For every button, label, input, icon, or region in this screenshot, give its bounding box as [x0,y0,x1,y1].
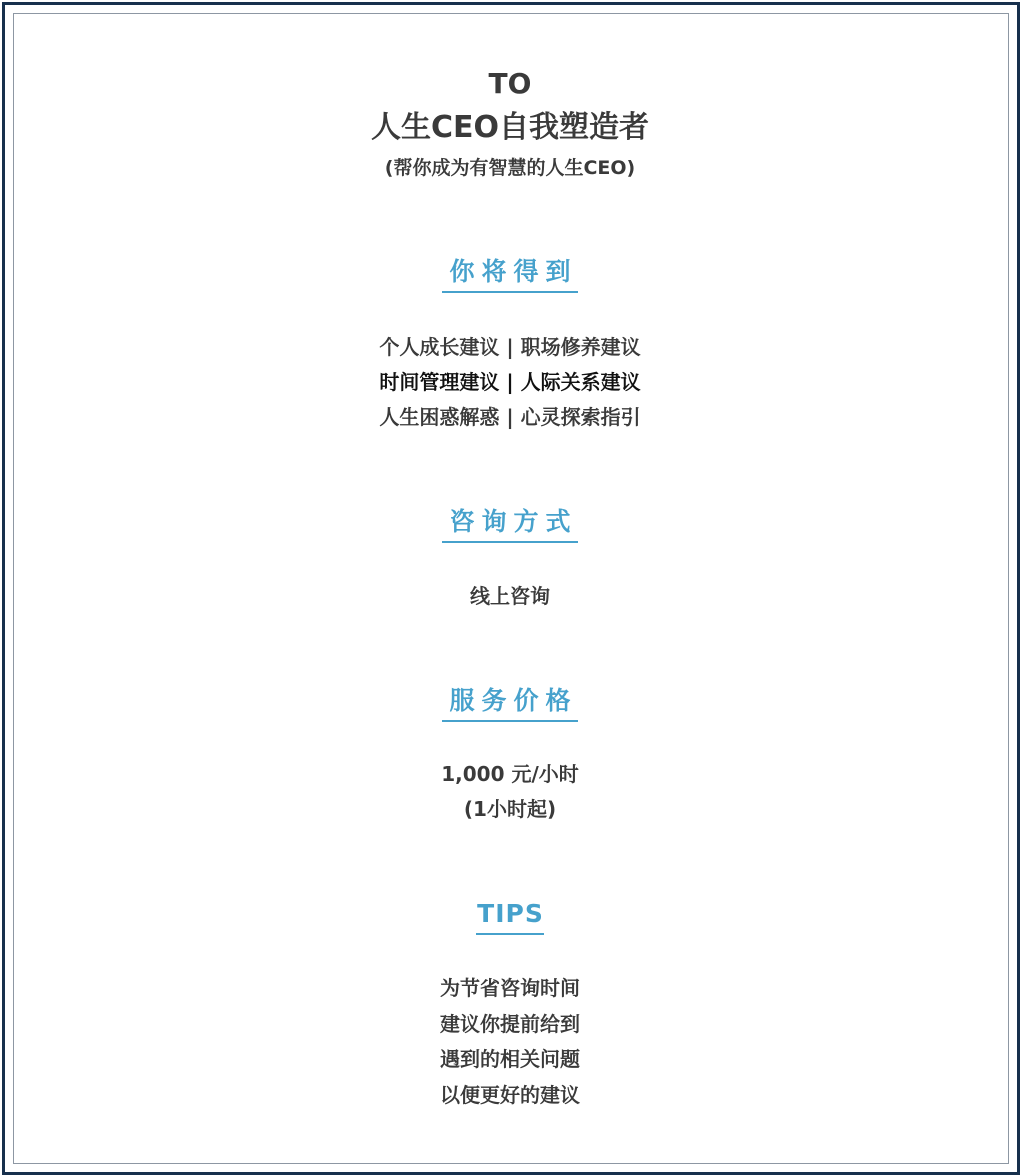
page-subtitle: (帮你成为有智慧的人生CEO) [384,157,636,179]
price-line-1: 1,000 元/小时 [441,762,579,786]
header-to: TO [488,67,532,100]
price-line-2: (1小时起) [463,797,557,821]
tips-line-3: 遇到的相关问题 [440,1047,580,1071]
tips-line-4: 以便更好的建议 [440,1083,580,1107]
section-tips-heading: TIPS [476,898,544,935]
section-gain-heading-wrap [0,256,1020,293]
section-method-heading: 咨询方式 [442,506,577,543]
method-line-1: 线上咨询 [470,584,550,608]
gain-line-1: 个人成长建议 | 职场修养建议 [379,335,641,359]
section-price-heading: 服务价格 [442,685,577,722]
tips-line-2: 建议你提前给到 [440,1012,580,1036]
section-method-heading-wrap [0,506,1020,543]
gain-line-2: 时间管理建议 | 人际关系建议 [379,370,641,394]
section-tips-heading-wrap [0,898,1020,935]
page-title: 人生CEO自我塑造者 [370,110,649,145]
section-gain-heading: 你将得到 [442,256,577,293]
section-price-heading-wrap [0,685,1020,722]
gain-line-3: 人生困惑解惑 | 心灵探索指引 [379,405,641,429]
tips-line-1: 为节省咨询时间 [440,976,580,1000]
